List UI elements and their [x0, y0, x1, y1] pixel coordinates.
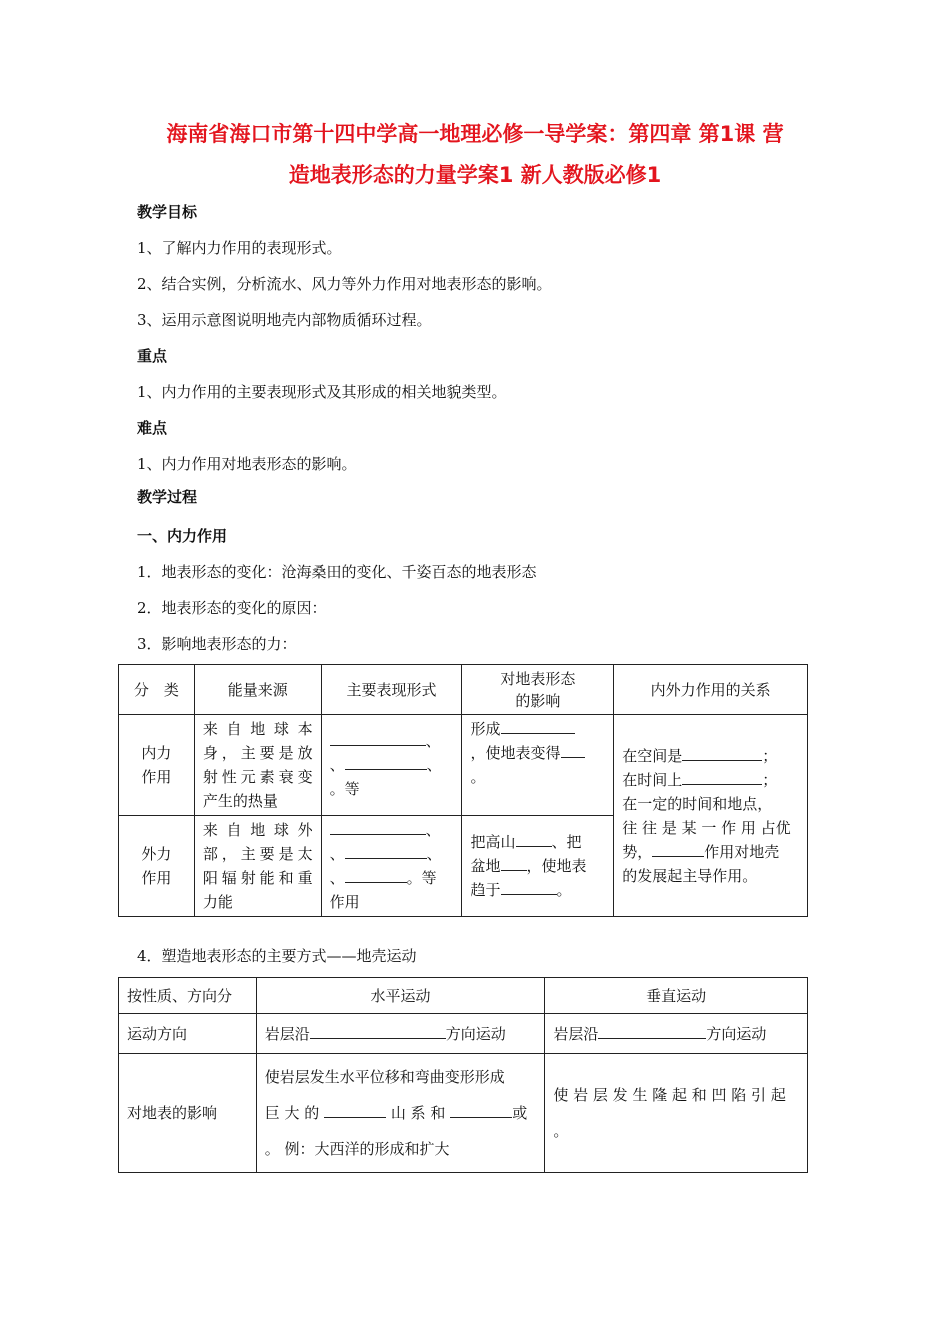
energy-line: 产生的热量 — [202, 792, 278, 810]
impact-line: 使 岩 层 发 生 隆 起 和 凹 陷 引 起 — [553, 1086, 786, 1104]
energy-line: 部，主要是太 — [202, 845, 313, 863]
forms-line: 、 。等 — [329, 869, 437, 887]
title-line-2: 造地表形态的力量学案1 新人教版必修1 — [288, 163, 662, 187]
paragraph-1: 1．地表形态的变化：沧海桑田的变化、千姿百态的地表形态 — [137, 563, 537, 581]
vertical-direction: 岩层沿 方向运动 — [545, 1014, 808, 1054]
paragraph-4: 4．塑造地表形态的主要方式——地壳运动 — [137, 947, 417, 965]
forms-line: 作用 — [329, 893, 360, 911]
vertical-impact — [545, 1054, 808, 1173]
fill-blank[interactable] — [682, 770, 762, 785]
paragraph-3: 3．影响地表形态的力： — [137, 635, 297, 653]
header-category: 分 类 — [119, 665, 195, 715]
movement-impact-row — [119, 1054, 808, 1173]
relation-line: 的发展起主导作用。 — [622, 866, 758, 885]
document-title — [120, 114, 830, 196]
section-heading-internal-force: 一、内力作用 — [137, 527, 228, 545]
header-horizontal: 水平运动 — [256, 978, 545, 1014]
relation-line: 在时间上 ； — [622, 770, 778, 789]
fill-blank[interactable] — [501, 856, 527, 871]
impact-line: ，使地表变得 — [470, 741, 605, 765]
energy-line: 力能 — [202, 893, 233, 911]
fill-blank[interactable] — [598, 1024, 706, 1039]
difficulty-item: 1、内力作用对地表形态的影响。 — [137, 455, 357, 473]
impact-line: 趋于 。 — [470, 881, 572, 899]
forms-line: 。等 — [329, 780, 360, 798]
energy-external — [194, 816, 321, 917]
objective-item: 3、运用示意图说明地壳内部物质循环过程。 — [137, 311, 432, 329]
impact-internal — [462, 715, 614, 816]
header-impact-line-2: 的影响 — [515, 691, 561, 710]
horizontal-direction: 岩层沿 方向运动 — [256, 1014, 545, 1054]
paragraph-2: 2．地表形态的变化的原因： — [137, 599, 327, 617]
forms-line: 、 — [330, 729, 454, 753]
horizontal-impact — [256, 1054, 545, 1173]
category-external — [119, 816, 195, 917]
header-vertical: 垂直运动 — [545, 978, 808, 1014]
fill-blank[interactable] — [516, 832, 552, 847]
header-relation: 内外力作用的关系 — [614, 665, 808, 715]
row-label-impact: 对地表的影响 — [119, 1054, 257, 1173]
fill-blank[interactable] — [330, 820, 426, 835]
forms-internal — [321, 715, 462, 816]
energy-line: 阳辐射能和重 — [202, 869, 313, 887]
relation-cell — [614, 715, 808, 917]
energy-line: 来 自 地 球 本 — [202, 720, 313, 738]
header-classification: 按性质、方向分 — [119, 978, 257, 1014]
forces-table-header — [119, 665, 808, 715]
fill-blank[interactable] — [310, 1024, 446, 1039]
impact-line: 。 — [470, 768, 486, 786]
energy-line: 射性元素衰变 — [202, 768, 313, 786]
impact-line: 盆地 ，使地表 — [470, 857, 587, 875]
movement-direction-row — [119, 1014, 808, 1054]
process-heading: 教学过程 — [137, 488, 198, 506]
category-internal — [119, 715, 195, 816]
forms-line: 、 、 — [329, 756, 442, 774]
impact-line: 巨 大 的 山 系 和 或 — [264, 1104, 528, 1122]
fill-blank[interactable] — [345, 868, 407, 883]
relation-line: 在一定的时间和地点， — [622, 794, 773, 813]
fill-blank[interactable] — [330, 731, 426, 746]
impact-line: 。 例：大西洋的形成和扩大 — [264, 1140, 450, 1158]
fill-blank[interactable] — [652, 842, 704, 857]
difficulties-heading: 难点 — [137, 419, 168, 437]
objective-item: 2、结合实例，分析流水、风力等外力作用对地表形态的影响。 — [137, 275, 552, 293]
energy-internal — [194, 715, 321, 816]
table-row-internal — [119, 715, 808, 816]
fill-blank[interactable] — [345, 755, 427, 770]
category-line: 作用 — [141, 869, 172, 887]
header-impact-line-1: 对地表形态 — [500, 669, 576, 688]
forms-line: 、 — [330, 818, 454, 842]
header-energy-source: 能量来源 — [194, 665, 321, 715]
impact-external — [462, 816, 614, 917]
row-label-direction: 运动方向 — [119, 1014, 257, 1054]
forms-line: 、 、 — [329, 845, 442, 863]
fill-blank[interactable] — [345, 844, 427, 859]
title-line-1: 海南省海口市第十四中学高一地理必修一导学案：第四章 第1课 营 — [166, 122, 784, 146]
fill-blank[interactable] — [561, 743, 585, 758]
relation-line: 在空间是 ； — [622, 746, 778, 765]
key-points-heading: 重点 — [137, 347, 168, 365]
fill-blank[interactable] — [501, 719, 575, 734]
impact-line: 使岩层发生水平位移和弯曲变形形成 — [264, 1068, 505, 1086]
impact-line: 。 — [553, 1122, 569, 1140]
energy-line: 来 自 地 球 外 — [202, 821, 313, 839]
header-forms: 主要表现形式 — [321, 665, 462, 715]
crustal-movement-table — [118, 977, 808, 1173]
fill-blank[interactable] — [450, 1103, 512, 1118]
fill-blank[interactable] — [324, 1103, 386, 1118]
relation-line: 往 往 是 某 一 作 用 占优 — [622, 818, 791, 837]
category-line: 外力 — [141, 845, 172, 863]
objective-item: 1、了解内力作用的表现形式。 — [137, 239, 342, 257]
movement-table-header — [119, 978, 808, 1014]
category-line: 作用 — [141, 768, 172, 786]
impact-line: 把高山 、把 — [470, 833, 582, 851]
impact-line: 形成 — [470, 717, 605, 741]
energy-line: 身，主要是放 — [202, 744, 313, 762]
objectives-heading: 教学目标 — [137, 203, 198, 221]
forces-table — [118, 664, 808, 917]
key-point-item: 1、内力作用的主要表现形式及其形成的相关地貌类型。 — [137, 383, 507, 401]
fill-blank[interactable] — [501, 880, 557, 895]
fill-blank[interactable] — [682, 746, 762, 761]
relation-line: 势， 作用对地壳 — [622, 842, 780, 861]
header-impact — [462, 665, 614, 715]
category-line: 内力 — [141, 744, 172, 762]
forms-external — [321, 816, 462, 917]
